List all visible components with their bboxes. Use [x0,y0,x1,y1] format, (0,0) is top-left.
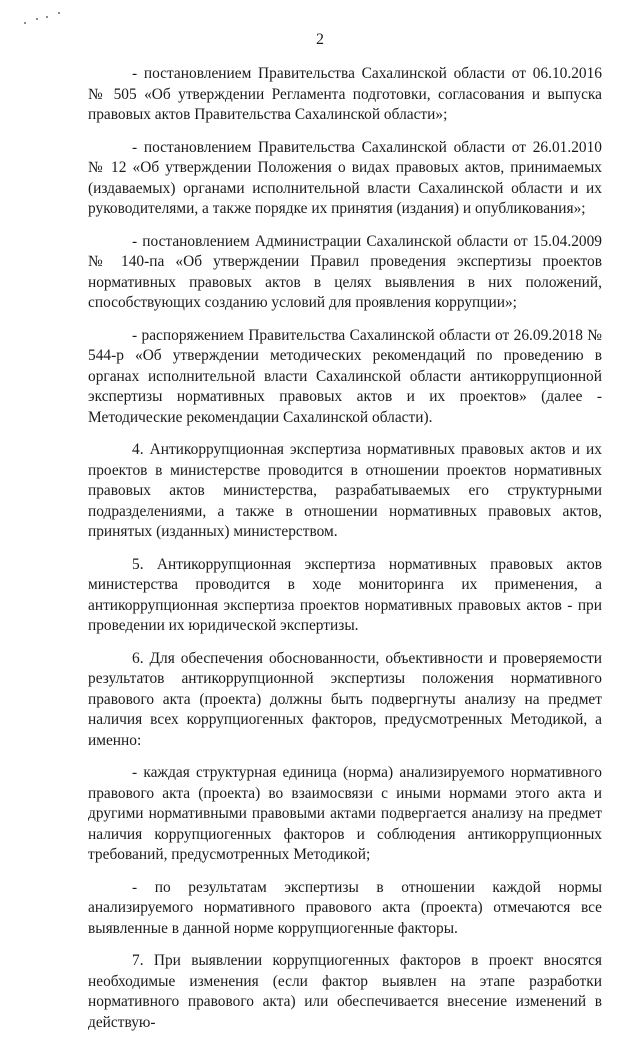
paragraph-reference-544: - распоряжением Правительства Сахалинской области от 26.09.2018 № 544-р «Об утверждении методических рекомендаций по проведению в органах исполнительной власти Сахалинской области антикоррупционной экспертизы нормативных правовых актов и их проектов» (далее - Методические рекомендации Сахалинской области). [88,326,602,426]
paragraph-clause-5: 5. Антикоррупционная экспертиза нормативных правовых актов министерства проводится в ходе мониторинга их применения, а антикоррупционная экспертиза проектов нормативных правовых актов - при проведении их юридической экспертизы. [88,555,602,634]
page-number: 2 [316,31,324,48]
paragraph-reference-12: - постановлением Правительства Сахалинской области от 26.01.2010 № 12 «Об утверждении Положения о видах правовых актов, принимаемых (издаваемых) органами исполнительной власти Сахалинской области и их руководителями, а также порядке их принятия (издания) и опубликования»; [88,138,602,217]
document-body [88,64,602,1045]
paragraph-clause-6: 6. Для обеспечения обоснованности, объективности и проверяемости результатов антикоррупционной экспертизы положения нормативного правового акта (проекта) должны быть подвергнуты анализу на предмет наличия всех коррупциогенных факторов, предусмотренных Методикой, а именно: [88,649,602,749]
paragraph-clause-7: 7. При выявлении коррупциогенных факторов в проект вносятся необходимые изменения (если фактор выявлен на этапе разработки нормативного правового акта) или обеспечивается внесение изменений в действую- [88,952,602,1031]
paragraph-reference-505: - постановлением Правительства Сахалинской области от 06.10.2016 № 505 «Об утверждении Регламента подготовки, согласования и выпуска правовых актов Правительства Сахалинской области»; [88,65,602,123]
scan-artifact [22,10,62,30]
paragraph-clause-6-item-2: - по результатам экспертизы в отношении каждой нормы анализируемого нормативного правового акта (проекта) отмечаются все выявленные в данной норме коррупциогенные факторы. [88,878,602,937]
paragraph-clause-4: 4. Антикоррупционная экспертиза нормативных правовых актов и их проектов в министерстве проводится в отношении проектов нормативных правовых актов министерства, разрабатываемых его структурными подразделениями, а также в отношении нормативных правовых актов, принятых (изданных) министерством. [88,441,602,540]
paragraph-reference-140: - постановлением Администрации Сахалинской области от 15.04.2009 № 140-па «Об утверждении Правил проведения экспертизы проектов нормативных правовых актов в целях выявления в них положений, способствующих созданию условий для проявления коррупции»; [88,232,602,311]
paragraph-clause-6-item-1: - каждая структурная единица (норма) анализируемого нормативного правового акта (проекта) во взаимосвязи с иными нормами этого акта и другими нормативными правовыми актами подвергается анализу на предмет наличия коррупциогенных факторов и соблюдения антикоррупционных требований, предусмотренных Методикой; [88,764,602,863]
